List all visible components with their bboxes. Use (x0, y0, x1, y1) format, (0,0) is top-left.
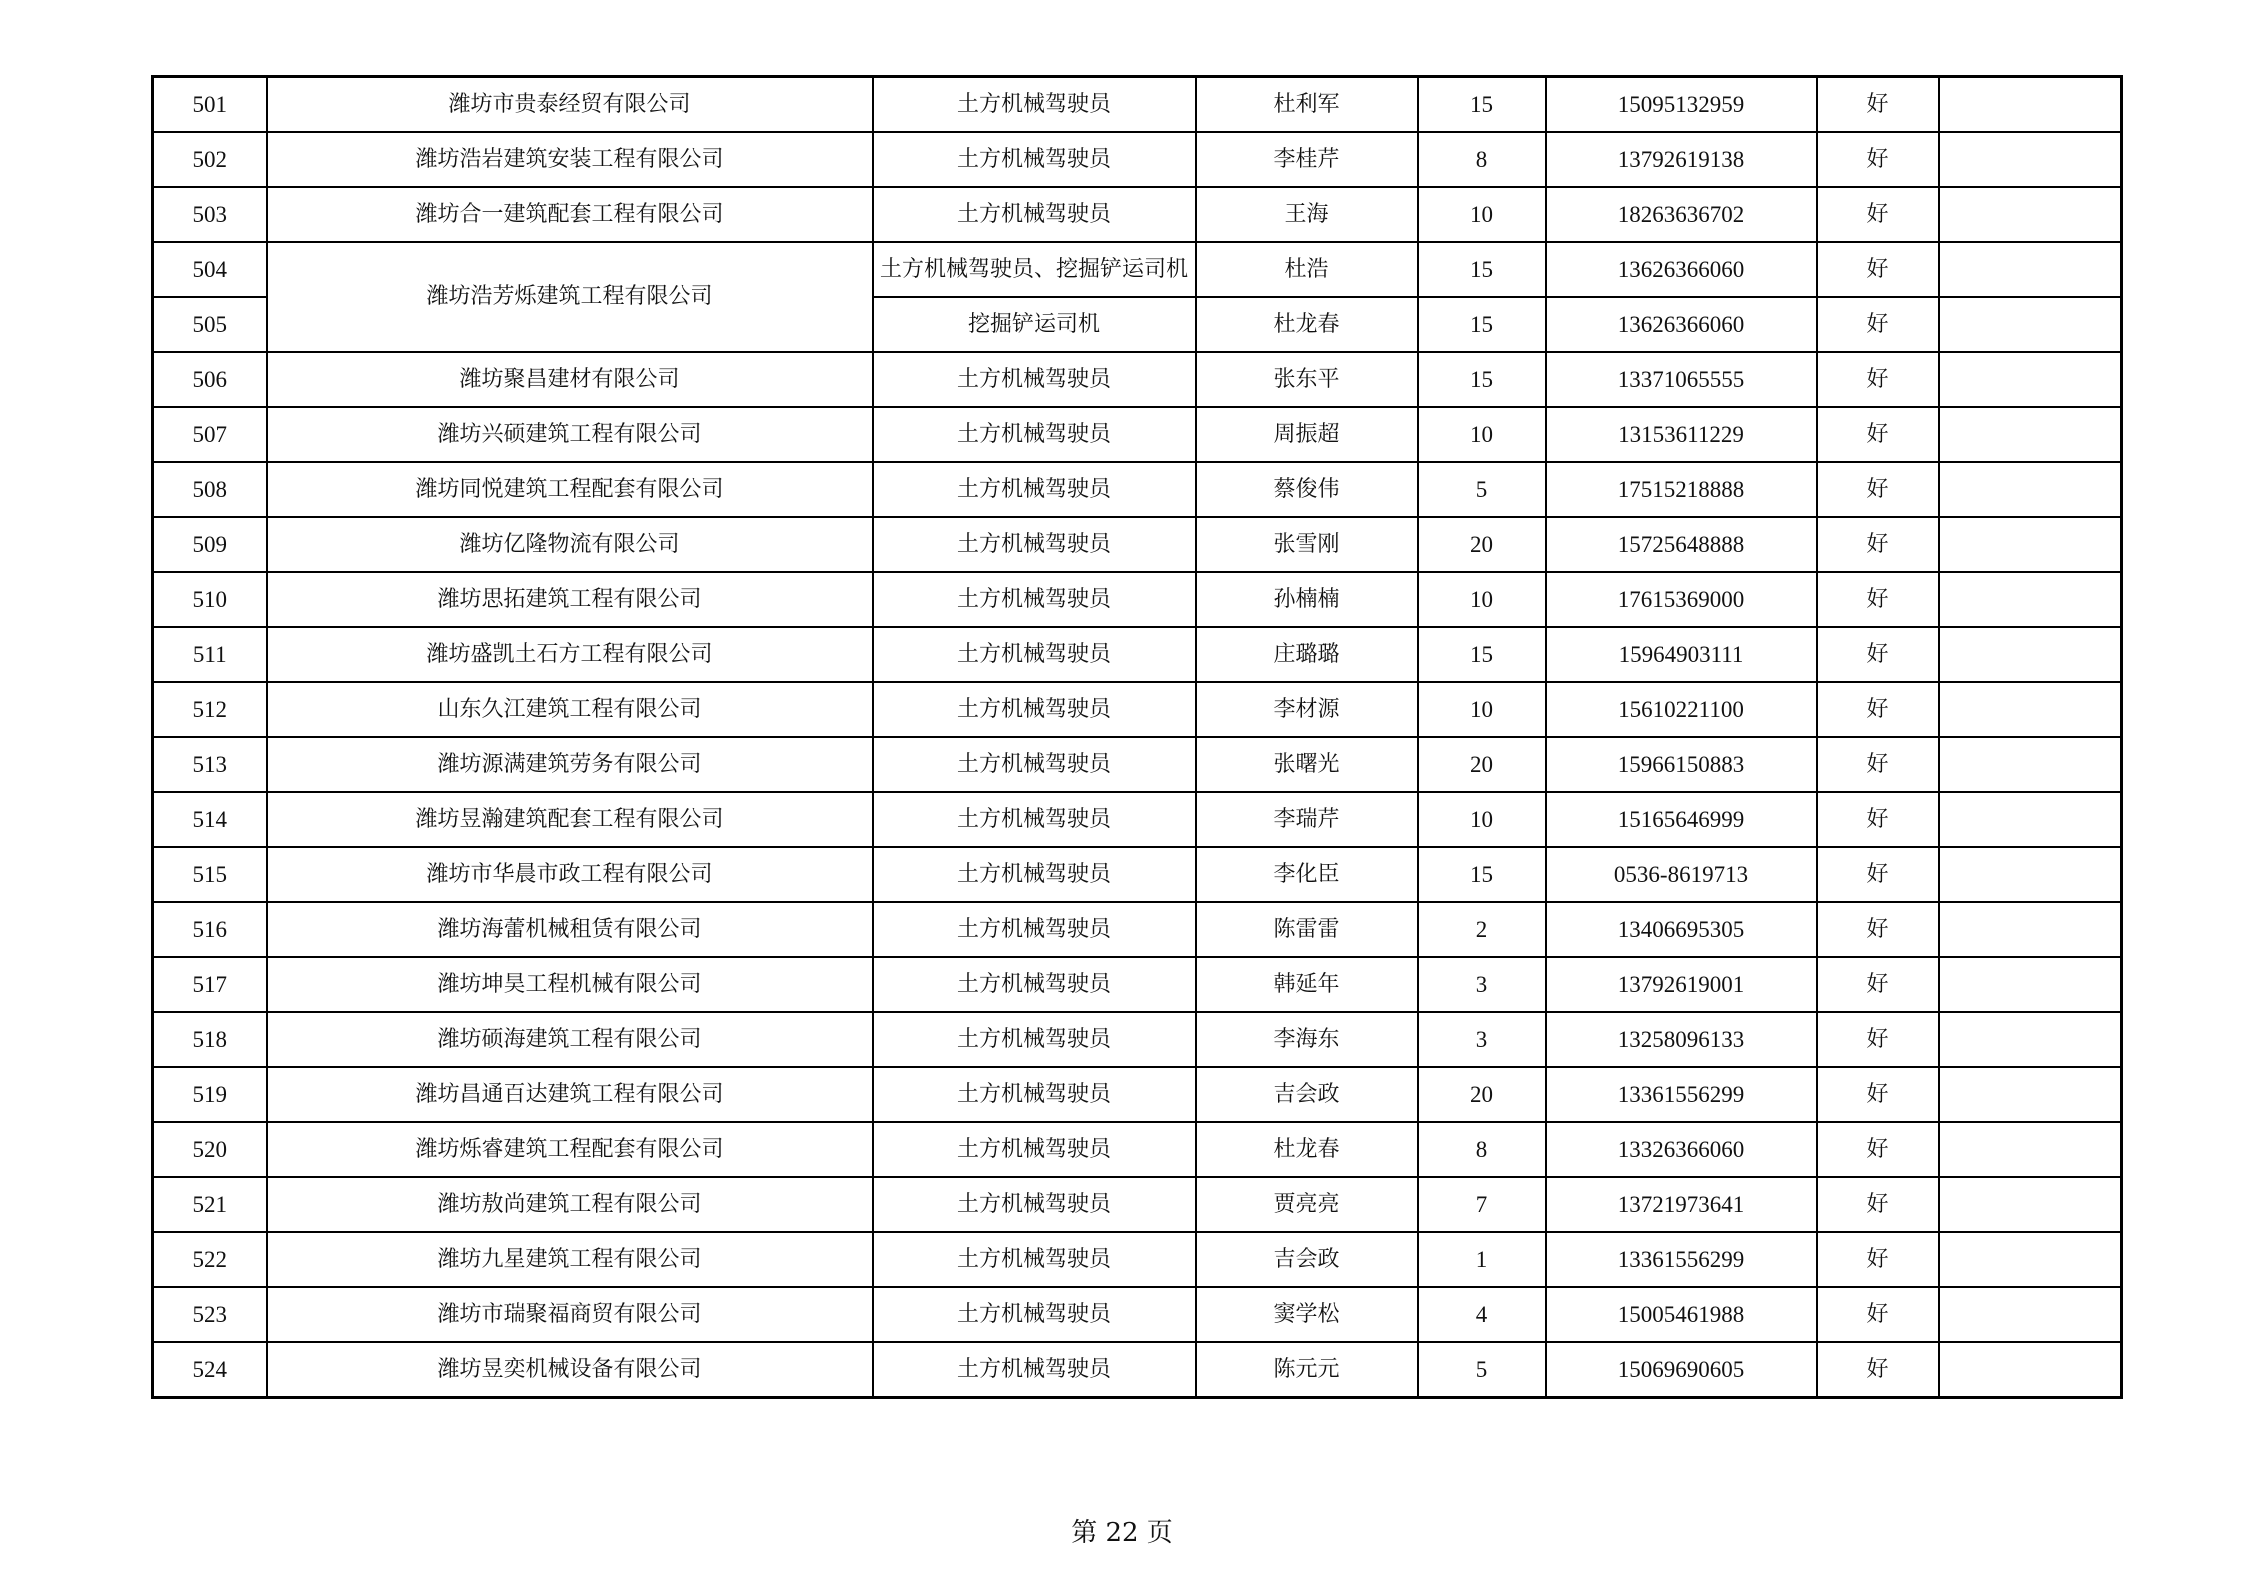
note-cell (1939, 627, 2122, 682)
note-cell (1939, 737, 2122, 792)
row-number-cell: 516 (153, 902, 267, 957)
note-cell (1939, 407, 2122, 462)
count-cell: 15 (1418, 847, 1546, 902)
phone-cell: 17615369000 (1546, 572, 1817, 627)
job-type-cell: 土方机械驾驶员 (873, 572, 1196, 627)
rating-cell: 好 (1817, 572, 1939, 627)
note-cell (1939, 902, 2122, 957)
rating-cell: 好 (1817, 352, 1939, 407)
rating-cell: 好 (1817, 132, 1939, 187)
company-name-cell: 潍坊昌通百达建筑工程有限公司 (267, 1067, 873, 1122)
count-cell: 15 (1418, 242, 1546, 297)
note-cell (1939, 242, 2122, 297)
contact-name-cell: 杜龙春 (1196, 1122, 1418, 1177)
note-cell (1939, 1287, 2122, 1342)
row-number-cell: 518 (153, 1012, 267, 1067)
contact-name-cell: 韩延年 (1196, 957, 1418, 1012)
note-cell (1939, 77, 2122, 133)
note-cell (1939, 847, 2122, 902)
table-row (153, 902, 2122, 957)
table-row (153, 792, 2122, 847)
company-name-cell: 潍坊市华晨市政工程有限公司 (267, 847, 873, 902)
contact-name-cell: 张曙光 (1196, 737, 1418, 792)
phone-cell: 15610221100 (1546, 682, 1817, 737)
table-row (153, 1342, 2122, 1398)
rating-cell: 好 (1817, 77, 1939, 133)
rating-cell: 好 (1817, 737, 1939, 792)
job-type-cell: 土方机械驾驶员 (873, 77, 1196, 133)
job-type-cell: 土方机械驾驶员 (873, 1177, 1196, 1232)
contact-name-cell: 张雪刚 (1196, 517, 1418, 572)
count-cell: 20 (1418, 1067, 1546, 1122)
table-row (153, 517, 2122, 572)
table-row (153, 627, 2122, 682)
job-type-cell: 挖掘铲运司机 (873, 297, 1196, 352)
table-row (153, 187, 2122, 242)
table-row (153, 1177, 2122, 1232)
job-type-cell: 土方机械驾驶员 (873, 1067, 1196, 1122)
company-name-cell: 潍坊浩岩建筑安装工程有限公司 (267, 132, 873, 187)
job-type-cell: 土方机械驾驶员 (873, 1122, 1196, 1177)
note-cell (1939, 1232, 2122, 1287)
rating-cell: 好 (1817, 242, 1939, 297)
contact-name-cell: 吉会政 (1196, 1067, 1418, 1122)
contact-name-cell: 周振超 (1196, 407, 1418, 462)
count-cell: 15 (1418, 297, 1546, 352)
contact-name-cell: 杜龙春 (1196, 297, 1418, 352)
company-name-cell: 潍坊思拓建筑工程有限公司 (267, 572, 873, 627)
table-row (153, 682, 2122, 737)
phone-cell: 13153611229 (1546, 407, 1817, 462)
company-name-cell: 潍坊昱瀚建筑配套工程有限公司 (267, 792, 873, 847)
rating-cell: 好 (1817, 1122, 1939, 1177)
table-row (153, 737, 2122, 792)
company-name-cell: 潍坊敖尚建筑工程有限公司 (267, 1177, 873, 1232)
count-cell: 3 (1418, 957, 1546, 1012)
note-cell (1939, 132, 2122, 187)
job-type-cell: 土方机械驾驶员 (873, 957, 1196, 1012)
note-cell (1939, 957, 2122, 1012)
count-cell: 10 (1418, 682, 1546, 737)
row-number-cell: 512 (153, 682, 267, 737)
company-name-cell: 潍坊同悦建筑工程配套有限公司 (267, 462, 873, 517)
count-cell: 2 (1418, 902, 1546, 957)
note-cell (1939, 462, 2122, 517)
table-row (153, 1232, 2122, 1287)
note-cell (1939, 682, 2122, 737)
count-cell: 10 (1418, 187, 1546, 242)
company-name-cell: 潍坊亿隆物流有限公司 (267, 517, 873, 572)
job-type-cell: 土方机械驾驶员 (873, 682, 1196, 737)
count-cell: 8 (1418, 1122, 1546, 1177)
count-cell: 15 (1418, 352, 1546, 407)
rating-cell: 好 (1817, 297, 1939, 352)
company-name-cell: 潍坊浩芳烁建筑工程有限公司 (267, 242, 873, 352)
company-name-cell: 潍坊源满建筑劳务有限公司 (267, 737, 873, 792)
count-cell: 10 (1418, 792, 1546, 847)
job-type-cell: 土方机械驾驶员 (873, 1012, 1196, 1067)
row-number-cell: 522 (153, 1232, 267, 1287)
row-number-cell: 505 (153, 297, 267, 352)
contact-name-cell: 蔡俊伟 (1196, 462, 1418, 517)
count-cell: 10 (1418, 407, 1546, 462)
job-type-cell: 土方机械驾驶员 (873, 847, 1196, 902)
contact-name-cell: 杜利军 (1196, 77, 1418, 133)
company-name-cell: 潍坊兴硕建筑工程有限公司 (267, 407, 873, 462)
count-cell: 20 (1418, 517, 1546, 572)
rating-cell: 好 (1817, 1342, 1939, 1398)
phone-cell: 15964903111 (1546, 627, 1817, 682)
table-row (153, 847, 2122, 902)
job-type-cell: 土方机械驾驶员 (873, 407, 1196, 462)
rating-cell: 好 (1817, 902, 1939, 957)
contact-name-cell: 孙楠楠 (1196, 572, 1418, 627)
table-row (153, 77, 2122, 133)
job-type-cell: 土方机械驾驶员 (873, 132, 1196, 187)
phone-cell: 13626366060 (1546, 242, 1817, 297)
phone-cell: 15095132959 (1546, 77, 1817, 133)
phone-cell: 13721973641 (1546, 1177, 1817, 1232)
company-name-cell: 潍坊昱奕机械设备有限公司 (267, 1342, 873, 1398)
rating-cell: 好 (1817, 957, 1939, 1012)
row-number-cell: 508 (153, 462, 267, 517)
table-row (153, 132, 2122, 187)
job-type-cell: 土方机械驾驶员、挖掘铲运司机 (873, 242, 1196, 297)
phone-cell: 13406695305 (1546, 902, 1817, 957)
row-number-cell: 524 (153, 1342, 267, 1398)
phone-cell: 15966150883 (1546, 737, 1817, 792)
rating-cell: 好 (1817, 462, 1939, 517)
rating-cell: 好 (1817, 1012, 1939, 1067)
contact-name-cell: 张东平 (1196, 352, 1418, 407)
job-type-cell: 土方机械驾驶员 (873, 792, 1196, 847)
phone-cell: 13258096133 (1546, 1012, 1817, 1067)
contact-name-cell: 李化臣 (1196, 847, 1418, 902)
job-type-cell: 土方机械驾驶员 (873, 352, 1196, 407)
rating-cell: 好 (1817, 627, 1939, 682)
table-row (153, 1067, 2122, 1122)
phone-cell: 0536-8619713 (1546, 847, 1817, 902)
row-number-cell: 511 (153, 627, 267, 682)
contact-name-cell: 李海东 (1196, 1012, 1418, 1067)
rating-cell: 好 (1817, 517, 1939, 572)
phone-cell: 17515218888 (1546, 462, 1817, 517)
count-cell: 8 (1418, 132, 1546, 187)
table-row (153, 462, 2122, 517)
contact-name-cell: 吉会政 (1196, 1232, 1418, 1287)
row-number-cell: 523 (153, 1287, 267, 1342)
count-cell: 4 (1418, 1287, 1546, 1342)
phone-cell: 13361556299 (1546, 1067, 1817, 1122)
note-cell (1939, 297, 2122, 352)
job-type-cell: 土方机械驾驶员 (873, 517, 1196, 572)
company-name-cell: 潍坊市瑞聚福商贸有限公司 (267, 1287, 873, 1342)
company-name-cell: 潍坊九星建筑工程有限公司 (267, 1232, 873, 1287)
note-cell (1939, 1067, 2122, 1122)
table-row (153, 957, 2122, 1012)
phone-cell: 15725648888 (1546, 517, 1817, 572)
table-row (153, 1122, 2122, 1177)
contact-name-cell: 庄璐璐 (1196, 627, 1418, 682)
count-cell: 1 (1418, 1232, 1546, 1287)
table-row (153, 1287, 2122, 1342)
note-cell (1939, 572, 2122, 627)
company-name-cell: 潍坊市贵泰经贸有限公司 (267, 77, 873, 133)
company-table (151, 75, 2123, 1399)
row-number-cell: 501 (153, 77, 267, 133)
table-row (153, 352, 2122, 407)
rating-cell: 好 (1817, 1177, 1939, 1232)
rating-cell: 好 (1817, 407, 1939, 462)
row-number-cell: 507 (153, 407, 267, 462)
job-type-cell: 土方机械驾驶员 (873, 1287, 1196, 1342)
rating-cell: 好 (1817, 847, 1939, 902)
row-number-cell: 502 (153, 132, 267, 187)
count-cell: 15 (1418, 77, 1546, 133)
count-cell: 3 (1418, 1012, 1546, 1067)
phone-cell: 13326366060 (1546, 1122, 1817, 1177)
table-row (153, 407, 2122, 462)
note-cell (1939, 1177, 2122, 1232)
contact-name-cell: 贾亮亮 (1196, 1177, 1418, 1232)
company-name-cell: 潍坊合一建筑配套工程有限公司 (267, 187, 873, 242)
rating-cell: 好 (1817, 1287, 1939, 1342)
job-type-cell: 土方机械驾驶员 (873, 462, 1196, 517)
contact-name-cell: 李桂芹 (1196, 132, 1418, 187)
job-type-cell: 土方机械驾驶员 (873, 1232, 1196, 1287)
table-row (153, 242, 2122, 297)
row-number-cell: 521 (153, 1177, 267, 1232)
row-number-cell: 517 (153, 957, 267, 1012)
rating-cell: 好 (1817, 187, 1939, 242)
contact-name-cell: 杜浩 (1196, 242, 1418, 297)
row-number-cell: 519 (153, 1067, 267, 1122)
job-type-cell: 土方机械驾驶员 (873, 627, 1196, 682)
job-type-cell: 土方机械驾驶员 (873, 187, 1196, 242)
phone-cell: 15005461988 (1546, 1287, 1817, 1342)
row-number-cell: 515 (153, 847, 267, 902)
table-row (153, 1012, 2122, 1067)
company-name-cell: 山东久江建筑工程有限公司 (267, 682, 873, 737)
contact-name-cell: 李瑞芹 (1196, 792, 1418, 847)
row-number-cell: 509 (153, 517, 267, 572)
company-name-cell: 潍坊聚昌建材有限公司 (267, 352, 873, 407)
company-name-cell: 潍坊坤昊工程机械有限公司 (267, 957, 873, 1012)
row-number-cell: 520 (153, 1122, 267, 1177)
contact-name-cell: 王海 (1196, 187, 1418, 242)
note-cell (1939, 792, 2122, 847)
phone-cell: 13626366060 (1546, 297, 1817, 352)
count-cell: 10 (1418, 572, 1546, 627)
row-number-cell: 514 (153, 792, 267, 847)
company-name-cell: 潍坊盛凯土石方工程有限公司 (267, 627, 873, 682)
note-cell (1939, 1012, 2122, 1067)
phone-cell: 13792619001 (1546, 957, 1817, 1012)
page-number: 第 22 页 (1071, 1518, 1173, 1548)
count-cell: 20 (1418, 737, 1546, 792)
rating-cell: 好 (1817, 1067, 1939, 1122)
row-number-cell: 506 (153, 352, 267, 407)
contact-name-cell: 陈元元 (1196, 1342, 1418, 1398)
phone-cell: 13792619138 (1546, 132, 1817, 187)
count-cell: 5 (1418, 1342, 1546, 1398)
count-cell: 15 (1418, 627, 1546, 682)
count-cell: 7 (1418, 1177, 1546, 1232)
row-number-cell: 503 (153, 187, 267, 242)
rating-cell: 好 (1817, 1232, 1939, 1287)
row-number-cell: 510 (153, 572, 267, 627)
table-row (153, 572, 2122, 627)
rating-cell: 好 (1817, 682, 1939, 737)
note-cell (1939, 352, 2122, 407)
phone-cell: 18263636702 (1546, 187, 1817, 242)
contact-name-cell: 李材源 (1196, 682, 1418, 737)
note-cell (1939, 1122, 2122, 1177)
contact-name-cell: 陈雷雷 (1196, 902, 1418, 957)
company-name-cell: 潍坊烁睿建筑工程配套有限公司 (267, 1122, 873, 1177)
contact-name-cell: 窦学松 (1196, 1287, 1418, 1342)
phone-cell: 15069690605 (1546, 1342, 1817, 1398)
company-name-cell: 潍坊海蕾机械租赁有限公司 (267, 902, 873, 957)
count-cell: 5 (1418, 462, 1546, 517)
row-number-cell: 504 (153, 242, 267, 297)
note-cell (1939, 187, 2122, 242)
job-type-cell: 土方机械驾驶员 (873, 737, 1196, 792)
rating-cell: 好 (1817, 792, 1939, 847)
job-type-cell: 土方机械驾驶员 (873, 1342, 1196, 1398)
phone-cell: 15165646999 (1546, 792, 1817, 847)
table-body (153, 77, 2122, 1398)
job-type-cell: 土方机械驾驶员 (873, 902, 1196, 957)
phone-cell: 13371065555 (1546, 352, 1817, 407)
note-cell (1939, 517, 2122, 572)
note-cell (1939, 1342, 2122, 1398)
row-number-cell: 513 (153, 737, 267, 792)
phone-cell: 13361556299 (1546, 1232, 1817, 1287)
company-name-cell: 潍坊硕海建筑工程有限公司 (267, 1012, 873, 1067)
